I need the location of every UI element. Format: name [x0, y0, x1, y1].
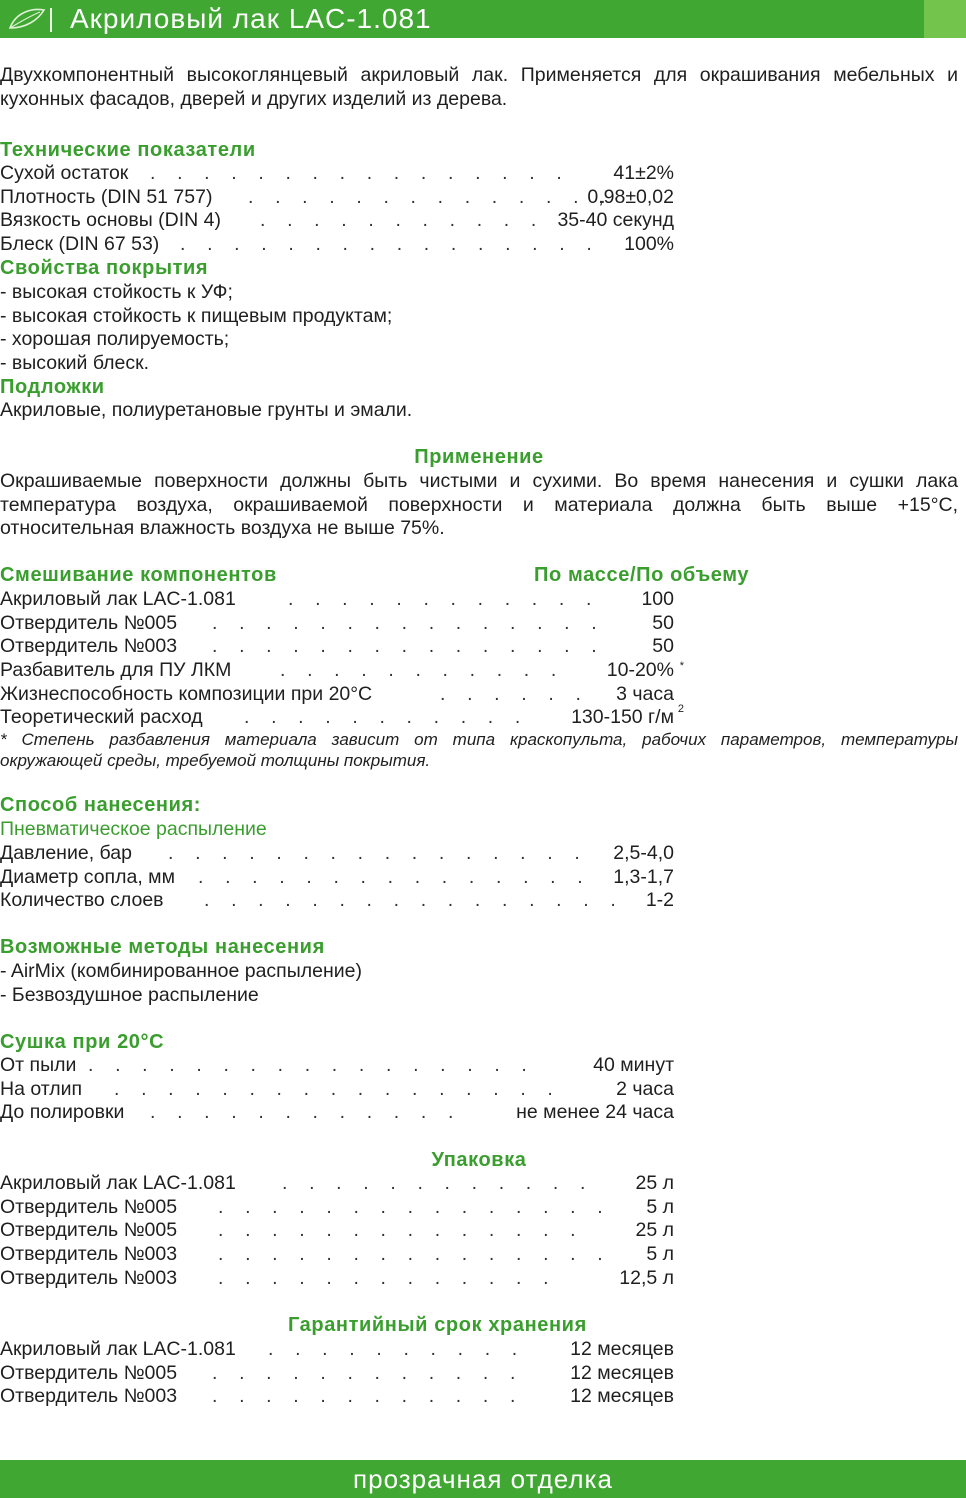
mixing-row: Отвердитель №003 . . . . . . . . . . . . . . . 50: [0, 635, 674, 658]
drying-row: До полировки . . . . . . . . . . . . не менее 24 часа: [0, 1101, 674, 1124]
packaging-row: Отвердитель №003 . . . . . . . . . . . . . 12,5 л: [0, 1266, 674, 1289]
packaging-row: Отвердитель №005 . . . . . . . . . . . . . . . 5 л: [0, 1195, 674, 1218]
method-row: Диаметр сопла, мм . . . . . . . . . . . . . . . 1,3-1,7: [0, 865, 674, 888]
page-title: Акриловый лак LAC-1.081: [70, 3, 432, 34]
substrates-heading: Подложки: [0, 376, 105, 398]
application-heading: Применение: [414, 446, 544, 468]
mixing-note: * Степень разбавления материала зависит от типа краскопульта, рабочих параметров, температуры окружающей среды, требуемой толщины покрытия.: [0, 730, 958, 770]
packaging-row: Отвердитель №005 . . . . . . . . . . . . . . 25 л: [0, 1219, 674, 1242]
footnote-marker: *: [679, 660, 684, 673]
method-row: Давление, бар . . . . . . . . . . . . . . . . 2,5-4,0: [0, 842, 674, 864]
tech-table: [0, 162, 674, 257]
shelf-heading: Гарантийный срок хранения: [288, 1314, 587, 1336]
mixing-row: Теоретический расход . . . . . . . . . . . 130-150 г/м 2: [0, 706, 674, 730]
footer-bar: [0, 1460, 966, 1498]
header-bar: [0, 0, 966, 38]
props-heading: Свойства покрытия: [0, 257, 209, 279]
tech-row: Блеск (DIN 67 53) . . . . . . . . . . . . . . . . 100%: [0, 233, 674, 256]
list-item: - хорошая полируемость;: [0, 328, 230, 351]
drying-row: От пыли . . . . . . . . . . . . . . . . . 40 минут: [0, 1054, 674, 1076]
mixing-row: Жизнеспособность композиции при 20°С . . . . . . 3 часа: [0, 682, 674, 705]
mixing-table: [0, 588, 684, 730]
mixing-row: Акриловый лак LAC-1.081 . . . . . . . . . . . . 100: [0, 588, 674, 610]
intro-text: Двухкомпонентный высокоглянцевый акриловый лак. Применяется для окрашивания мебельных и кухонных фасадов, дверей и других изделий из дерева.: [0, 64, 958, 110]
method-heading: Способ нанесения:: [0, 794, 202, 816]
application-text: Окрашиваемые поверхности должны быть чистыми и сухими. Во время нанесения и сушки лака температура воздуха, окрашиваемой поверхности и материала должна быть выше +15°С, относительная влажность воздуха не выше 75%.: [0, 470, 958, 540]
packaging-row: Акриловый лак LAC-1.081 . . . . . . . . . . . . 25 л: [0, 1172, 674, 1194]
mixing-row: Разбавитель для ПУ ЛКМ . . . . . . . . . . . 10-20% *: [0, 659, 674, 683]
drying-row: На отлип . . . . . . . . . . . . . . . . . 2 часа: [0, 1077, 674, 1100]
packaging-row: Отвердитель №003 . . . . . . . . . . . . . . . 5 л: [0, 1243, 674, 1266]
props-list: [0, 281, 392, 376]
list-item: - Безвоздушное распыление: [0, 983, 259, 1006]
drying-table: [0, 1054, 674, 1125]
drying-heading: Сушка при 20°С: [0, 1031, 165, 1053]
methods-possible-list: [0, 960, 362, 1007]
shelf-row: Отвердитель №005 . . . . . . . . . . . . 12 месяцев: [0, 1361, 674, 1384]
method-row: Количество слоев . . . . . . . . . . . . . . . . 1-2: [0, 889, 674, 912]
mixing-heading-right: По массе/По объему: [534, 564, 750, 586]
tech-row: Вязкость основы (DIN 4) . . . . . . . . . . . 35-40 секунд: [0, 209, 674, 232]
shelf-row: Отвердитель №003 . . . . . . . . . . . . 12 месяцев: [0, 1385, 674, 1408]
tech-row: Плотность (DIN 51 757) . . . . . . . . . . . . . . 0,98±0,02: [0, 185, 674, 208]
tech-row: Сухой остаток . . . . . . . . . . . . . . . . 41±2%: [0, 162, 674, 184]
list-item: - высокий блеск.: [0, 352, 150, 375]
mixing-heading: Смешивание компонентов: [0, 564, 277, 586]
header-divider: [50, 8, 52, 32]
list-item: - высокая стойкость к УФ;: [0, 281, 233, 303]
header-accent: [924, 0, 966, 38]
mixing-row: Отвердитель №005 . . . . . . . . . . . . . . . 50: [0, 611, 674, 634]
method-subheading: Пневматическое распыление: [0, 818, 267, 840]
packaging-table: [0, 1172, 674, 1290]
packaging-heading: Упаковка: [431, 1149, 527, 1171]
footer-text: прозрачная отделка: [353, 1464, 613, 1494]
superscript-two: 2: [677, 703, 684, 716]
method-table: [0, 842, 674, 913]
shelf-row: Акриловый лак LAC-1.081 . . . . . . . . . . 12 месяцев: [0, 1338, 674, 1360]
list-item: - высокая стойкость к пищевым продуктам;: [0, 304, 393, 327]
shelf-table: [0, 1338, 674, 1409]
methods-possible-heading: Возможные методы нанесения: [0, 936, 325, 958]
list-item: - AirMix (комбинированное распыление): [0, 960, 362, 982]
leaf-icon: [6, 6, 48, 32]
tech-heading: Технические показатели: [0, 139, 256, 161]
substrates-text: Акриловые, полиуретановые грунты и эмали.: [0, 399, 413, 421]
